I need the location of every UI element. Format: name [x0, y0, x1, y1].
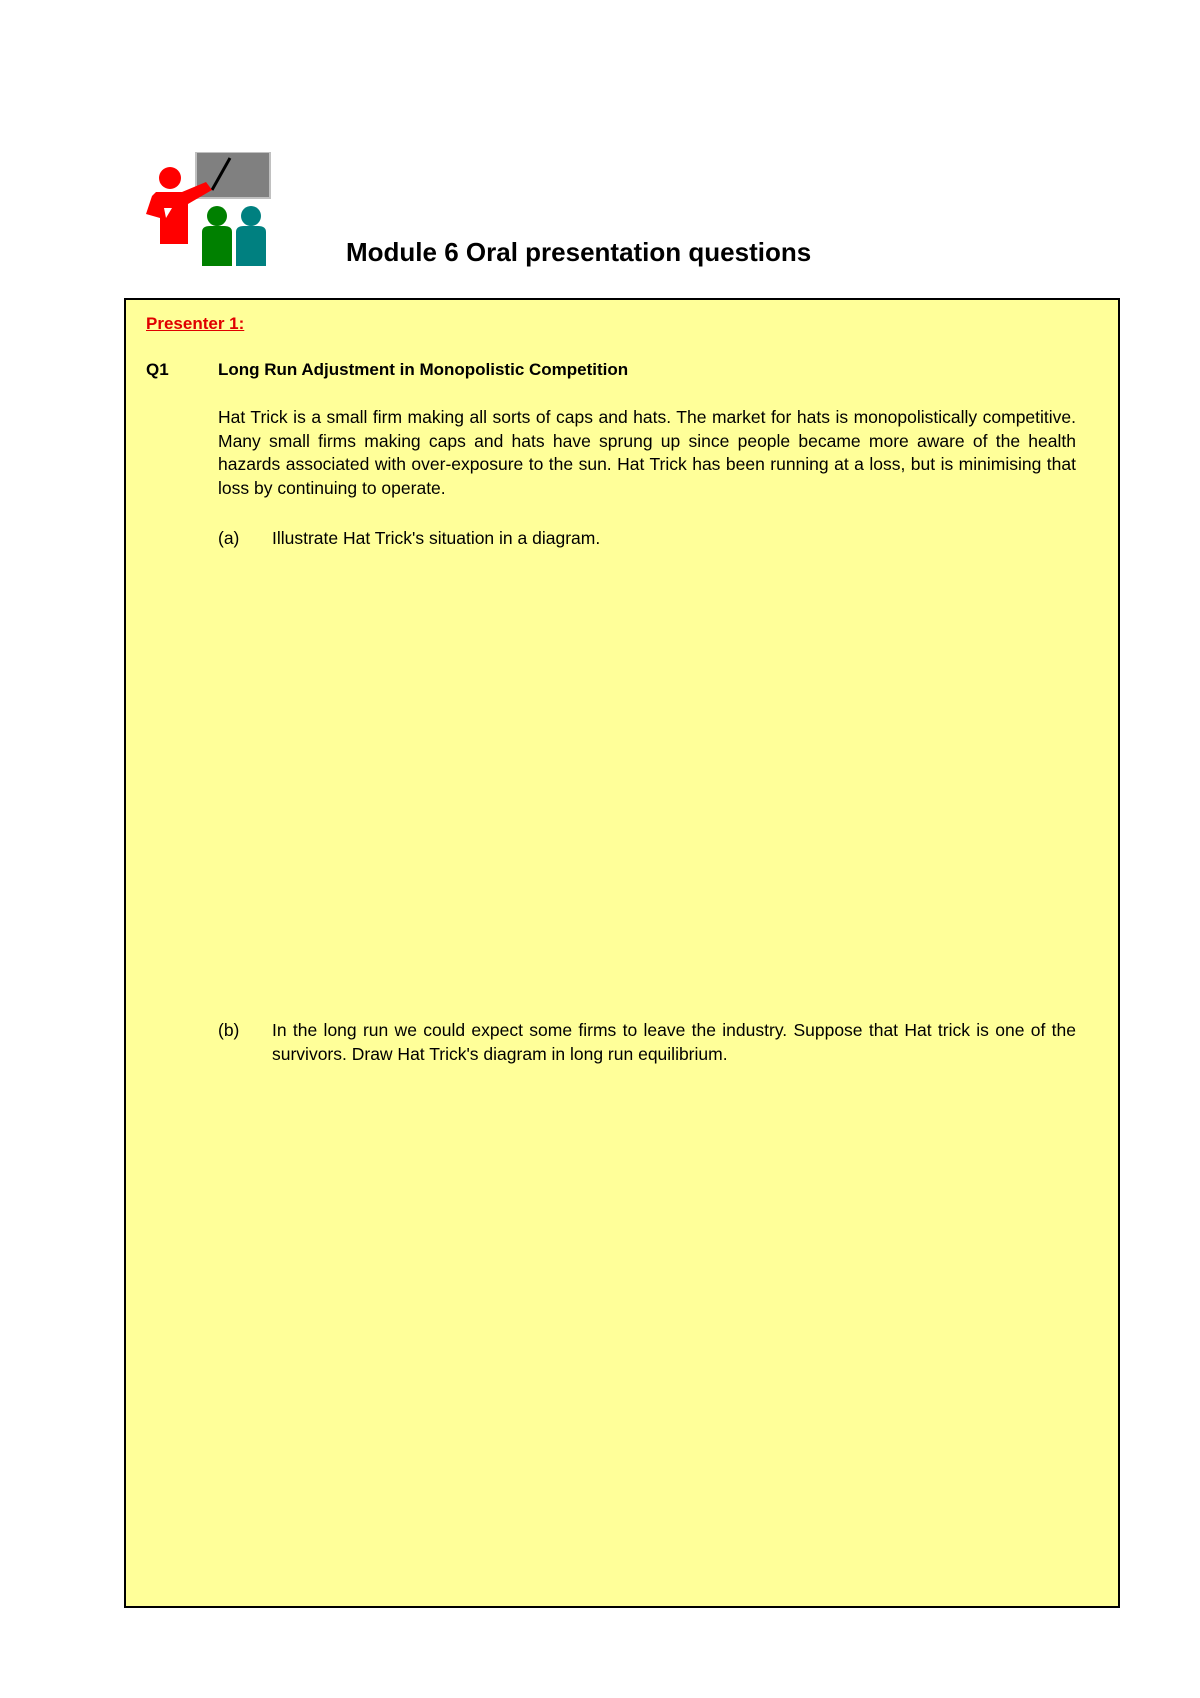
page-title: Module 6 Oral presentation questions [346, 237, 812, 267]
question-box [124, 298, 1120, 1608]
presenter-label: Presenter 1: [146, 314, 245, 333]
question-part-a [218, 526, 1076, 556]
presenter-teaching-icon [140, 152, 274, 268]
question-part-b [218, 1018, 1076, 1068]
part-b-letter: (b) [218, 1020, 240, 1040]
part-a-letter: (a) [218, 528, 240, 548]
part-b-text: In the long run we could expect some firms to leave the industry. Suppose that Hat trick is one of the survivors. Draw Hat Trick's diagram in long run equilibrium. [272, 1020, 1076, 1064]
part-a-text: Illustrate Hat Trick's situation in a diagram. [272, 528, 601, 548]
question-body: Hat Trick is a small firm making all sorts of caps and hats. The market for hats is monopolistically competitive. Many small firms making caps and hats have sprung up since people became more aware of the health hazards associated with over-exposure to the sun. Hat Trick has been running at a loss, but is minimising that loss by continuing to operate. [218, 407, 1076, 498]
question-number: Q1 [146, 360, 169, 379]
question-title: Long Run Adjustment in Monopolistic Competition [218, 360, 629, 379]
